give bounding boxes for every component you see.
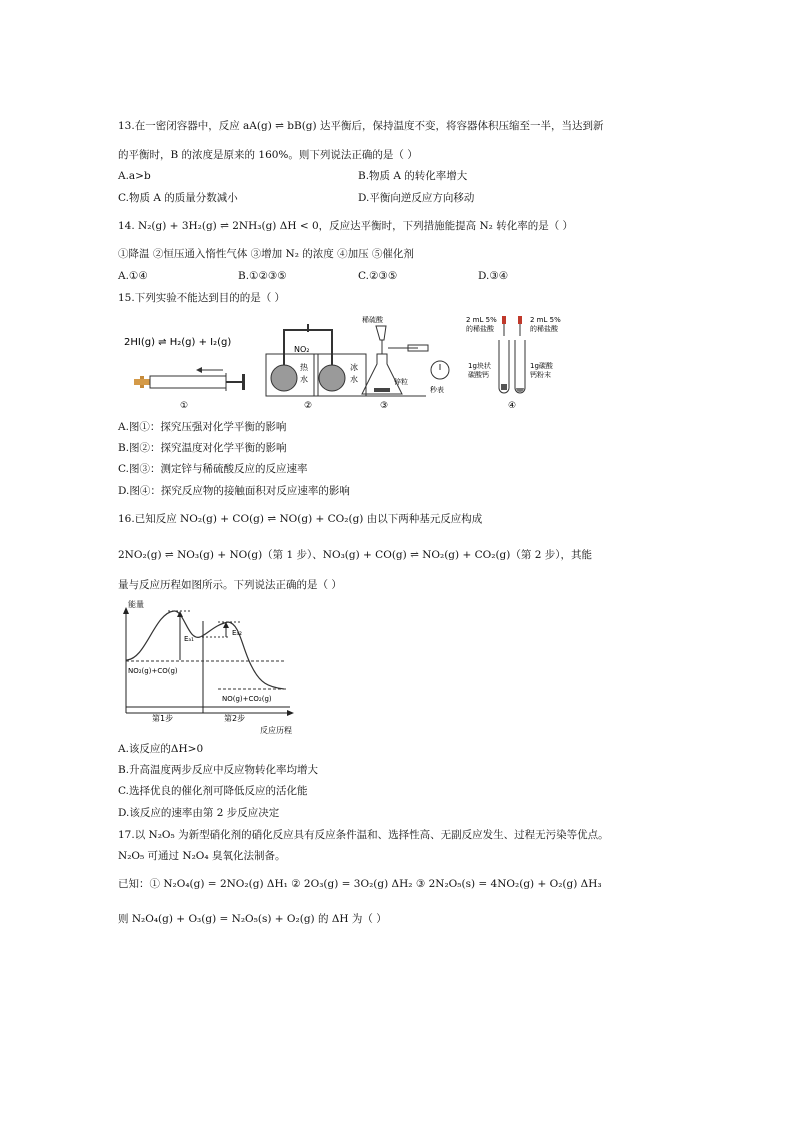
powder-label-1: 1g碳酸 <box>530 362 553 370</box>
reactants-label: NO₂(g)+CO(g) <box>128 667 178 675</box>
q17-stem-line1: 17.以 N₂O₅ 为新型硝化剂的硝化反应具有反应条件温和、选择性高、无副反应发生、过程无污染等优点。 <box>118 829 609 841</box>
q13-option-d: D.平衡向逆反应方向移动 <box>358 192 475 204</box>
step1-label: 第1步 <box>152 714 174 723</box>
q15-apparatus-figure <box>118 310 578 415</box>
left-hcl-label-1: 2 mL 5% <box>466 316 497 324</box>
figure-number-1: ① <box>180 401 189 411</box>
lump-caco3 <box>501 384 507 390</box>
energy-profile-diagram <box>118 597 318 737</box>
figure-number-3: ③ <box>380 401 389 411</box>
q14-option-b: B.①②③⑤ <box>238 270 287 282</box>
powder-label-2: 钙粉末 <box>530 371 551 379</box>
q17-question: 则 N₂O₄(g) + O₃(g) = N₂O₅(s) + O₂(g) 的 ΔH 为（ ） <box>118 913 387 925</box>
q16-option-c: C.选择优良的催化剂可降低反应的活化能 <box>118 785 308 797</box>
left-hcl-label-2: 的稀盐酸 <box>466 325 494 333</box>
zinc-granules <box>374 388 390 392</box>
syringe-barrel <box>150 376 226 388</box>
ea1-label: Eₐ₁ <box>184 635 194 643</box>
q16-stem-line3: 量与反应历程如图所示。下列说法正确的是（ ） <box>118 579 342 591</box>
q16-option-a: A.该反应的ΔH>0 <box>118 743 204 755</box>
q14-option-c: C.②③⑤ <box>358 270 398 282</box>
right-test-tube <box>515 340 525 393</box>
right-flask <box>319 365 345 391</box>
q16-stem-line1: 16.已知反应 NO₂(g) + CO(g) ⇌ NO(g) + CO₂(g) 由以下两种基元反应构成 <box>118 513 483 525</box>
powder-caco3 <box>516 388 524 392</box>
q14-option-d: D.③④ <box>478 270 509 282</box>
syringe-figure <box>124 337 245 411</box>
q13-option-c: C.物质 A 的质量分数减小 <box>118 192 238 204</box>
q15-option-b: B.图②：探究温度对化学平衡的影响 <box>118 442 287 454</box>
q15-option-a: A.图①：探究压强对化学平衡的影响 <box>118 421 287 433</box>
ea2-label: Eₐ₂ <box>232 629 242 637</box>
reaction-rate-figure <box>362 315 449 411</box>
q13-stem-line1: 13.在一密闭容器中，反应 aA(g) ⇌ bB(g) 达平衡后，保持温度不变，将容器体积压缩至一半，当达到新 <box>118 120 604 132</box>
contact-area-figure <box>466 316 561 411</box>
ice-water-label-1: 冰 <box>350 363 358 372</box>
zinc-label: 锌粒 <box>394 378 408 386</box>
q13-option-a: A.a>b <box>118 170 151 182</box>
q16-option-d: D.该反应的速率由第 2 步反应决定 <box>118 807 280 819</box>
q15-option-c: C.图③：测定锌与稀硫酸反应的反应速率 <box>118 463 308 475</box>
hot-water-label-2: 水 <box>300 375 308 384</box>
syringe-thumb-rest <box>242 374 245 390</box>
hi-equilibrium-label: 2HI(g) ⇌ H₂(g) + I₂(g) <box>124 337 232 348</box>
temperature-flasks-figure <box>266 324 366 411</box>
ice-water-label-2: 水 <box>350 375 358 384</box>
products-label: NO(g)+CO₂(g) <box>222 695 272 703</box>
separatory-funnel <box>376 326 386 340</box>
push-arrow-head <box>196 367 202 373</box>
q16-option-b: B.升高温度两步反应中反应物转化率均增大 <box>118 764 319 776</box>
left-dropper-bulb <box>502 316 506 324</box>
energy-axis-label: 能量 <box>128 600 144 609</box>
q16-stem-line2: 2NO₂(g) ⇌ NO₃(g) + NO(g)（第 1 步）、NO₃(g) + CO(g) ⇌ NO₂(g) + CO₂(g)（第 2 步），其能 <box>118 549 592 561</box>
right-hcl-label-2: 的稀盐酸 <box>530 325 558 333</box>
hot-water-label-1: 热 <box>300 363 308 372</box>
energy-curve <box>126 611 284 689</box>
right-dropper-bulb <box>518 316 522 324</box>
reaction-progress-label: 反应历程 <box>260 726 292 735</box>
q13-option-b: B.物质 A 的转化率增大 <box>358 170 468 182</box>
q17-stem-line2: N₂O₅ 可通过 N₂O₄ 臭氧化法制备。 <box>118 850 286 862</box>
figure-number-2: ② <box>304 401 313 411</box>
figure-number-4: ④ <box>508 401 517 411</box>
lump-label-1: 1g块状 <box>468 362 491 370</box>
lump-label-2: 碳酸钙 <box>468 371 489 379</box>
q14-measures: ①降温 ②恒压通入惰性气体 ③增加 N₂ 的浓度 ④加压 ⑤催化剂 <box>118 248 414 260</box>
q14-stem: 14. N₂(g) + 3H₂(g) ⇌ 2NH₃(g) ΔH < 0，反应达平衡时，下列措施能提高 N₂ 转化率的是（ ） <box>118 220 574 232</box>
progress-axis-arrow <box>287 710 294 716</box>
q15-stem: 15.下列实验不能达到目的的是（ ） <box>118 292 286 304</box>
no2-label: NO₂ <box>294 345 310 354</box>
q17-given-equations: 已知：① N₂O₄(g) = 2NO₂(g) ΔH₁ ② 2O₃(g) = 3O₂(g) ΔH₂ ③ 2N₂O₅(s) = 4NO₂(g) + O₂(g) ΔH₃ <box>118 878 602 890</box>
left-flask <box>271 365 297 391</box>
step2-label: 第2步 <box>224 714 246 723</box>
stopwatch-label: 秒表 <box>430 386 444 394</box>
q13-stem-line2: 的平衡时，B 的浓度是原来的 160%。则下列说法正确的是（ ） <box>118 149 418 161</box>
syringe-nozzle <box>134 379 150 385</box>
q14-option-a: A.①④ <box>118 270 148 282</box>
right-hcl-label-1: 2 mL 5% <box>530 316 561 324</box>
dilute-sulfuric-acid-label: 稀硫酸 <box>362 316 383 324</box>
q15-option-d: D.图④：探究反应物的接触面积对反应速率的影响 <box>118 485 350 497</box>
